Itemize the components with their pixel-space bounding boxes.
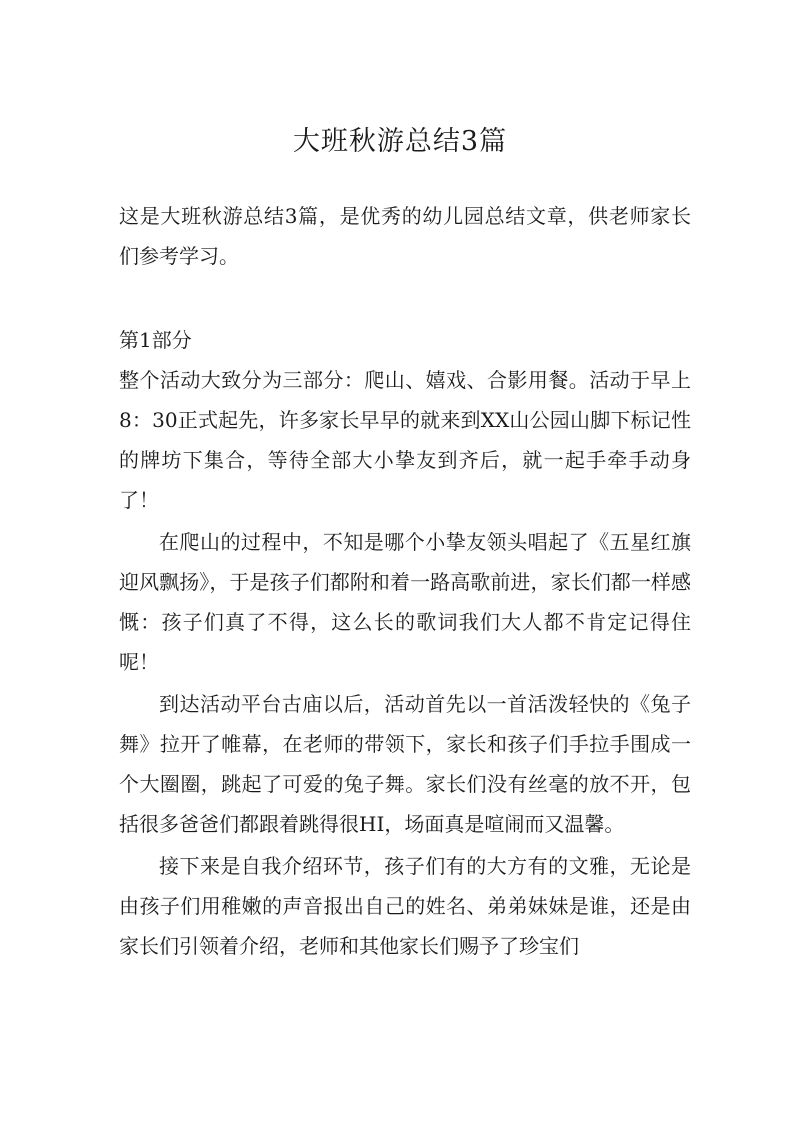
paragraph-1: 整个活动大致分为三部分：爬山、嬉戏、合影用餐。活动于早上8：30正式起先，许多家长早早的就来到XX山公园山脚下标记性的牌坊下集合，等待全部大小挚友到齐后，就一起手牵手动身了！: [119, 368, 691, 512]
intro-paragraph: 这是大班秋游总结3篇，是优秀的幼儿园总结文章，供老师家长们参考学习。: [119, 204, 691, 268]
body-text: [119, 360, 691, 966]
paragraph-4: 接下来是自我介绍环节，孩子们有的大方有的文雅，无论是由孩子们用稚嫩的声音报出自己的姓名、弟弟妹妹是谁，还是由家长们引领着介绍，老师和其他家长们赐予了珍宝们: [119, 854, 691, 958]
paragraph-3: 到达活动平台古庙以后，活动首先以一首活泼轻快的《兔子舞》拉开了帷幕，在老师的带领下，家长和孩子们手拉手围成一个大圈圈，跳起了可爱的兔子舞。家长们没有丝毫的放不开，包括很多爸爸们都跟着跳得很HI，场面真是喧闹而又温馨。: [119, 692, 691, 836]
paragraph-2: 在爬山的过程中，不知是哪个小挚友领头唱起了《五星红旗迎风飘扬》，于是孩子们都附和着一路高歌前进，家长们都一样感慨：孩子们真了不得，这么长的歌词我们大人都不肯定记得住呢！: [119, 530, 691, 674]
document-title: 大班秋游总结3篇: [292, 126, 508, 157]
section-heading: 第1部分: [119, 328, 192, 352]
